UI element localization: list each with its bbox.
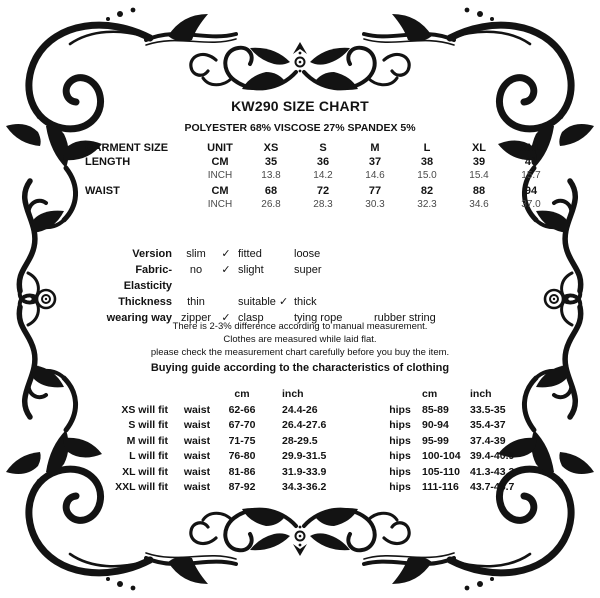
empty-cell [352, 465, 382, 481]
fit-row-xxl [110, 480, 550, 496]
cell-value: 15.0 [417, 170, 437, 181]
inch-range: 26.4-27.6 [282, 419, 327, 431]
body-part: hips [389, 481, 411, 493]
cm-range: 111-116 [422, 481, 459, 493]
check-mark-icon: ✓ [221, 248, 231, 260]
check-mark-icon: ✓ [221, 312, 231, 324]
cm-header: cm [234, 388, 250, 400]
inch-range: 37.4-39 [470, 434, 506, 447]
body-part: waist [183, 419, 211, 431]
row-label [85, 198, 195, 212]
left-edge-scroll-icon [19, 181, 64, 417]
fit-size-label: XXL will fit [115, 481, 168, 493]
cell-value: 40 [524, 155, 538, 168]
row-unit: INCH [207, 170, 233, 181]
fit-size-label: XS will fit [121, 403, 168, 416]
body-part: hips [389, 434, 411, 447]
fit-size-label: S will fit [128, 419, 168, 431]
page-title: KW290 SIZE CHART [231, 98, 369, 114]
option-2: clasp [238, 312, 264, 324]
empty-cell [352, 387, 382, 403]
characteristics-list [90, 246, 520, 326]
cell-value: 37 [368, 155, 382, 168]
cm-range: 71-75 [228, 434, 256, 447]
empty-cell [382, 387, 418, 403]
cm-range: 76-80 [228, 450, 256, 462]
table-row-length-cm [85, 156, 557, 170]
fit-size-label: M will fit [126, 434, 168, 447]
fit-row-l [110, 449, 550, 465]
cell-value: 32.3 [417, 199, 437, 210]
fit-guide-table [110, 387, 550, 496]
empty-cell [352, 403, 382, 419]
size-table-header-row [85, 142, 557, 156]
inch-header: inch [282, 388, 304, 400]
body-part: waist [183, 465, 211, 478]
option-2: suitable ✓ [238, 296, 289, 308]
cell-value: 30.3 [365, 199, 385, 210]
cell-value: 35 [264, 155, 278, 168]
row-label: LENGTH [85, 155, 131, 168]
option-1: zipper [181, 312, 211, 324]
characteristic-label: Version [132, 248, 172, 260]
option-1: thin [187, 296, 205, 308]
option-4: rubber string [374, 312, 436, 324]
cell-value: 14.6 [365, 170, 385, 181]
fit-size-label: XL will fit [122, 465, 168, 478]
size-header-s: S [319, 142, 327, 154]
empty-cell [352, 480, 382, 496]
bottom-center-ornament-icon [191, 508, 409, 556]
note-line-1: There is 2-3% difference according to manual measurement. [172, 321, 428, 332]
option-4 [374, 294, 520, 310]
empty-cell [352, 449, 382, 465]
inch-range: 41.3-43.3 [470, 465, 515, 478]
check-mark-icon: ✓ [221, 264, 231, 276]
table-row-waist-inch [85, 198, 557, 212]
right-edge-scroll-icon [536, 181, 581, 417]
characteristic-label: wearing way [106, 312, 172, 324]
inch-range: 24.4-26 [282, 403, 318, 416]
cell-value: 88 [472, 184, 486, 197]
inch-range: 35.4-37 [470, 419, 506, 431]
cm-range: 100-104 [422, 450, 461, 462]
measurement-notes [80, 320, 520, 374]
row-unit: INCH [207, 199, 233, 210]
fit-size-label: L will fit [129, 450, 168, 462]
cell-value: 28.3 [313, 199, 333, 210]
fit-row-s [110, 418, 550, 434]
cm-range: 85-89 [422, 403, 449, 416]
cm-range: 90-94 [422, 419, 449, 431]
cell-value: 14.2 [313, 170, 333, 181]
characteristic-label: Fabric-Elasticity [123, 264, 172, 292]
inch-header: inch [470, 388, 492, 400]
fit-table-header-row [110, 387, 550, 403]
cell-value: 13.8 [261, 170, 281, 181]
garment-size-header: GARMENT SIZE [85, 142, 169, 154]
size-header-l: L [423, 142, 431, 154]
inch-range: 29.9-31.5 [282, 450, 327, 462]
option-1: slim [186, 248, 206, 260]
body-part: waist [183, 403, 211, 416]
option-3: loose [294, 248, 321, 260]
row-unit: CM [211, 184, 229, 197]
empty-cell [110, 387, 168, 403]
fit-row-xs [110, 403, 550, 419]
cm-range: 95-99 [422, 434, 449, 447]
cell-value: 72 [316, 184, 330, 197]
option-1: no [189, 264, 203, 276]
cell-value: 37.0 [521, 199, 541, 210]
option-2: slight [238, 264, 264, 276]
characteristic-row-elasticity [90, 262, 520, 294]
body-part: hips [389, 450, 411, 462]
cm-range: 105-110 [422, 465, 460, 478]
cell-value: 26.8 [261, 199, 281, 210]
inch-range: 33.5-35 [470, 403, 506, 416]
cell-value: 34.6 [469, 199, 489, 210]
body-part: waist [183, 481, 211, 493]
table-row-waist-cm [85, 185, 557, 199]
check-mark-icon [214, 294, 238, 310]
characteristic-row-thickness [90, 294, 520, 310]
fit-row-m [110, 434, 550, 450]
option-4 [374, 262, 520, 294]
cell-value: 15.7 [521, 170, 541, 181]
inch-range: 39.4-40.9 [470, 450, 515, 462]
empty-cell [168, 387, 218, 403]
note-line-3: please check the measurement chart carefully before you buy the item. [150, 347, 450, 358]
characteristic-label: Thickness [118, 296, 172, 308]
body-part: hips [389, 465, 411, 478]
cm-range: 81-86 [228, 465, 256, 478]
cell-value: 15.4 [469, 170, 489, 181]
empty-cell [352, 418, 382, 434]
table-row-length-inch [85, 169, 557, 183]
cell-value: 77 [368, 184, 382, 197]
fabric-composition: POLYESTER 68% VISCOSE 27% SPANDEX 5% [184, 122, 416, 134]
size-header-m: M [370, 142, 380, 154]
note-line-2: Clothes are measured while laid flat. [223, 334, 377, 345]
characteristic-row-version [90, 246, 520, 262]
cell-value: 39 [472, 155, 486, 168]
inch-range: 34.3-36.2 [282, 481, 327, 493]
cm-range: 62-66 [228, 403, 256, 416]
size-header-xs: XS [263, 142, 279, 154]
empty-cell [352, 434, 382, 450]
row-unit: CM [211, 155, 229, 168]
inch-range: 31.9-33.9 [282, 465, 327, 478]
inch-range: 43.7-45.7 [470, 481, 515, 493]
cell-value: 82 [420, 184, 434, 197]
body-part: waist [183, 450, 211, 462]
buying-guide-heading: Buying guide according to the characteristics of clothing [150, 362, 450, 374]
body-part: waist [183, 434, 211, 447]
size-header-xl: XL [471, 142, 487, 154]
top-center-ornament-icon [191, 42, 409, 90]
body-part: hips [389, 419, 411, 431]
fit-row-xl [110, 465, 550, 481]
cell-value: 36 [316, 155, 330, 168]
garment-size-table [85, 142, 557, 212]
option-4 [374, 246, 520, 262]
cm-header: cm [422, 388, 438, 400]
cell-value: 68 [264, 184, 278, 197]
option-3: thick [294, 296, 317, 308]
option-3: tying rope [294, 312, 343, 324]
size-header-xxl: XXL [520, 142, 542, 154]
cm-range: 67-70 [228, 419, 256, 431]
cell-value: 38 [420, 155, 434, 168]
cell-value: 94 [524, 184, 538, 197]
body-part: hips [389, 403, 411, 416]
inch-range: 28-29.5 [282, 434, 318, 447]
row-label [85, 169, 195, 183]
option-2: fitted [238, 248, 262, 260]
cm-range: 87-92 [228, 481, 256, 493]
unit-header: UNIT [207, 142, 233, 154]
row-label: WAIST [85, 184, 120, 197]
option-3: super [294, 264, 322, 276]
